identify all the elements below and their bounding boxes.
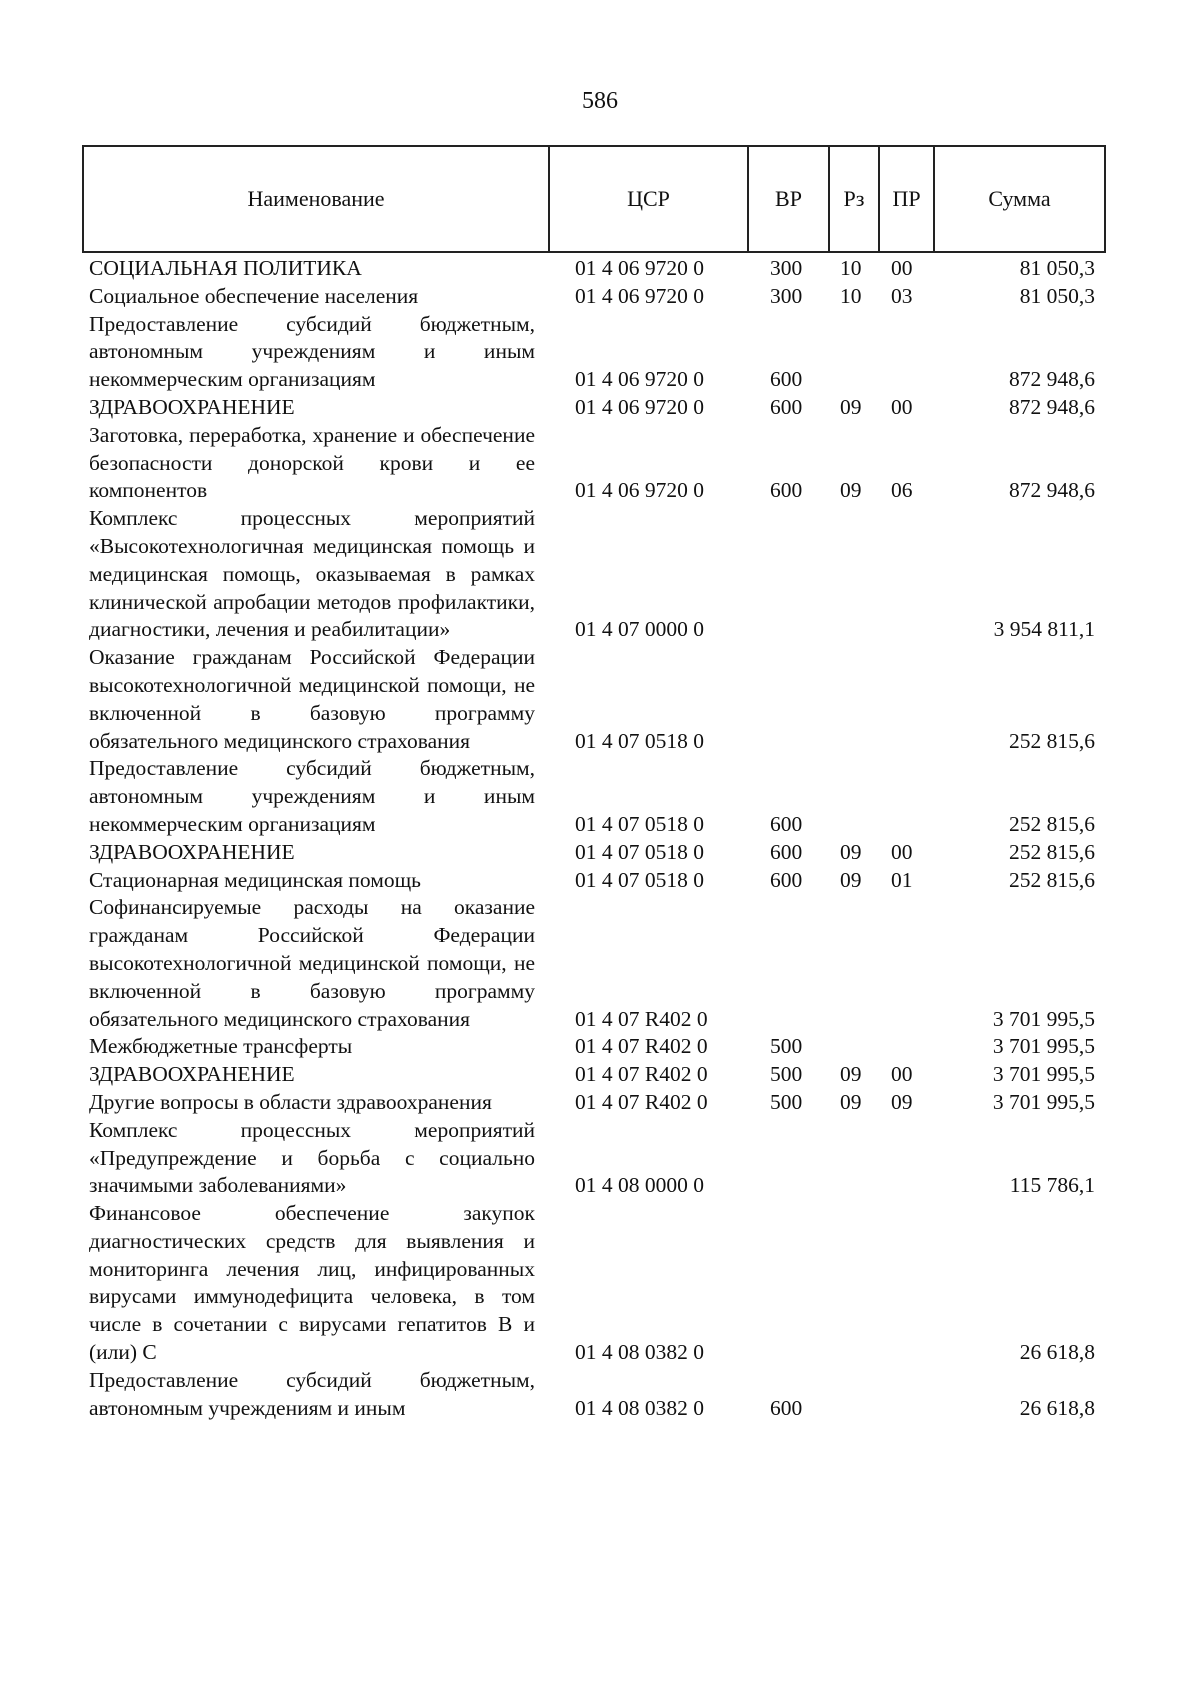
row-pr: 09 (891, 1089, 913, 1114)
row-rz: 09 (840, 867, 862, 892)
row-csr: 01 4 07 0518 0 (575, 728, 704, 753)
header-sum: Сумма (934, 146, 1105, 252)
table-row (83, 252, 1105, 283)
row-vr: 300 (770, 283, 803, 308)
row-name: ЗДРАВООХРАНЕНИЕ (89, 1062, 295, 1087)
row-rz: 09 (840, 1089, 862, 1114)
row-vr (748, 1117, 829, 1200)
row-sum: 3 701 995,5 (992, 1034, 1095, 1059)
row-csr: 01 4 06 9720 0 (575, 394, 704, 419)
table-row (83, 1117, 1105, 1200)
row-sum: 872 948,6 (1009, 394, 1095, 419)
table-row (83, 894, 1105, 1033)
row-name: Межбюджетные трансферты (89, 1034, 353, 1059)
row-pr (879, 1033, 934, 1061)
table-body (83, 252, 1105, 1422)
row-vr: 500 (770, 1089, 803, 1114)
row-rz (829, 311, 879, 394)
row-name: Другие вопросы в области здравоохранения (89, 1089, 492, 1114)
table-row (83, 1033, 1105, 1061)
row-vr: 500 (770, 1062, 803, 1087)
row-csr: 01 4 06 9720 0 (575, 367, 704, 392)
header-name: Наименование (83, 146, 549, 252)
row-rz (829, 1200, 879, 1367)
row-csr: 01 4 07 0518 0 (575, 811, 704, 836)
row-vr: 600 (770, 478, 803, 503)
row-name: Заготовка, переработка, хранение и обеспечение безопасности донорской крови и ее компонентов (89, 422, 535, 503)
row-csr: 01 4 06 9720 0 (575, 478, 704, 503)
table-row (83, 422, 1105, 505)
row-pr (879, 755, 934, 838)
row-name: ЗДРАВООХРАНЕНИЕ (89, 394, 295, 419)
row-csr: 01 4 07 R402 0 (575, 1034, 708, 1059)
table-row (83, 1061, 1105, 1089)
row-csr: 01 4 07 0000 0 (575, 617, 704, 642)
row-pr (879, 644, 934, 755)
row-csr: 01 4 07 0518 0 (575, 839, 704, 864)
row-csr: 01 4 07 R402 0 (575, 1062, 708, 1087)
row-pr: 00 (891, 394, 913, 419)
row-rz: 10 (840, 256, 862, 280)
row-sum: 252 815,6 (1009, 839, 1095, 864)
row-pr: 00 (891, 256, 913, 280)
row-vr (748, 894, 829, 1033)
row-name: Комплекс процессных мероприятий «Предупреждение и борьба с социально значимыми заболеваниями» (89, 1117, 535, 1198)
row-name: Социальное обеспечение населения (89, 283, 419, 308)
budget-table (82, 145, 1106, 1422)
row-pr: 00 (891, 839, 913, 864)
row-sum: 3 701 995,5 (992, 1006, 1095, 1031)
row-sum: 252 815,6 (1009, 811, 1095, 836)
row-vr: 600 (770, 867, 803, 892)
row-rz: 09 (840, 1062, 862, 1087)
table-header (83, 146, 1105, 252)
row-rz: 09 (840, 394, 862, 419)
header-vr: ВР (748, 146, 829, 252)
row-vr: 600 (770, 367, 803, 392)
header-csr: ЦСР (549, 146, 748, 252)
row-name: Финансовое обеспечение закупок диагностических средств для выявления и мониторинга лечения лиц, инфицированных вирусами иммунодефицита человека, в том числе в сочетании с вирусами гепатитов B и (или) C (89, 1201, 535, 1365)
row-sum: 115 786,1 (1009, 1173, 1095, 1198)
row-csr: 01 4 07 R402 0 (575, 1089, 708, 1114)
row-rz (829, 894, 879, 1033)
row-rz (829, 1033, 879, 1061)
table-row (83, 867, 1105, 895)
row-pr (879, 894, 934, 1033)
header-pr: ПР (879, 146, 934, 252)
row-rz (829, 1367, 879, 1423)
row-vr (748, 644, 829, 755)
row-sum: 26 618,8 (1019, 1395, 1095, 1420)
row-csr: 01 4 07 R402 0 (575, 1006, 708, 1031)
table-row (83, 1367, 1105, 1423)
row-rz: 10 (840, 283, 862, 308)
table-row (83, 1089, 1105, 1117)
row-rz: 09 (840, 478, 862, 503)
row-pr (879, 311, 934, 394)
row-sum: 3 701 995,5 (992, 1062, 1095, 1087)
row-sum: 872 948,6 (1009, 367, 1095, 392)
row-vr: 500 (770, 1034, 803, 1059)
row-sum: 81 050,3 (1019, 283, 1095, 308)
row-vr (748, 505, 829, 644)
row-csr: 01 4 07 0518 0 (575, 867, 704, 892)
table-row (83, 311, 1105, 394)
table-row (83, 505, 1105, 644)
row-name: Предоставление субсидий бюджетным, автономным учреждениям и иным некоммерческим организациям (89, 311, 535, 392)
row-sum: 252 815,6 (1009, 728, 1095, 753)
table-row (83, 1200, 1105, 1367)
row-rz (829, 505, 879, 644)
header-rz: Рз (829, 146, 879, 252)
row-vr: 600 (770, 1395, 803, 1420)
row-pr (879, 1367, 934, 1423)
row-vr (748, 1200, 829, 1367)
row-name: СОЦИАЛЬНАЯ ПОЛИТИКА (89, 256, 362, 280)
row-vr: 600 (770, 839, 803, 864)
row-pr: 06 (891, 478, 913, 503)
row-pr (879, 1117, 934, 1200)
row-csr: 01 4 08 0000 0 (575, 1173, 704, 1198)
row-csr: 01 4 06 9720 0 (575, 256, 704, 280)
row-rz (829, 755, 879, 838)
row-name: Предоставление субсидий бюджетным, автономным учреждениям и иным (89, 1367, 535, 1420)
row-pr: 00 (891, 1062, 913, 1087)
row-sum: 3 954 811,1 (993, 617, 1095, 642)
table-row (83, 644, 1105, 755)
row-name: Предоставление субсидий бюджетным, автономным учреждениям и иным некоммерческим организациям (89, 756, 535, 836)
row-rz: 09 (840, 839, 862, 864)
row-name: Стационарная медицинская помощь (89, 867, 421, 892)
table-row (83, 283, 1105, 311)
row-csr: 01 4 06 9720 0 (575, 283, 704, 308)
row-rz (829, 1117, 879, 1200)
table-row (83, 839, 1105, 867)
table-row (83, 394, 1105, 422)
row-vr: 300 (770, 256, 803, 280)
row-name: ЗДРАВООХРАНЕНИЕ (89, 839, 295, 864)
row-pr (879, 505, 934, 644)
row-name: Оказание гражданам Российской Федерации высокотехнологичной медицинской помощи, не включенной в базовую программу обязательного медицинского страхования (89, 645, 535, 753)
page-number: 586 (582, 88, 618, 114)
row-pr: 03 (891, 283, 913, 308)
row-csr: 01 4 08 0382 0 (575, 1340, 704, 1365)
row-vr: 600 (770, 394, 803, 419)
row-sum: 81 050,3 (1019, 256, 1095, 280)
row-sum: 872 948,6 (1009, 478, 1095, 503)
row-sum: 3 701 995,5 (992, 1089, 1095, 1114)
table-row (83, 755, 1105, 838)
row-sum: 26 618,8 (1019, 1340, 1095, 1365)
row-name: Комплекс процессных мероприятий «Высокотехнологичная медицинская помощь и медицинская помощь, оказываемая в рамках клинической апробации методов профилактики, диагностики, лечения и реабилитации» (89, 506, 535, 642)
row-pr: 01 (891, 867, 913, 892)
row-name: Софинансируемые расходы на оказание гражданам Российской Федерации высокотехнологичной медицинской помощи, не включенной в базовую программу обязательного медицинского страхования (89, 895, 535, 1031)
row-csr: 01 4 08 0382 0 (575, 1395, 704, 1420)
row-vr: 600 (770, 811, 803, 836)
row-sum: 252 815,6 (1009, 867, 1095, 892)
row-rz (829, 644, 879, 755)
row-pr (879, 1200, 934, 1367)
